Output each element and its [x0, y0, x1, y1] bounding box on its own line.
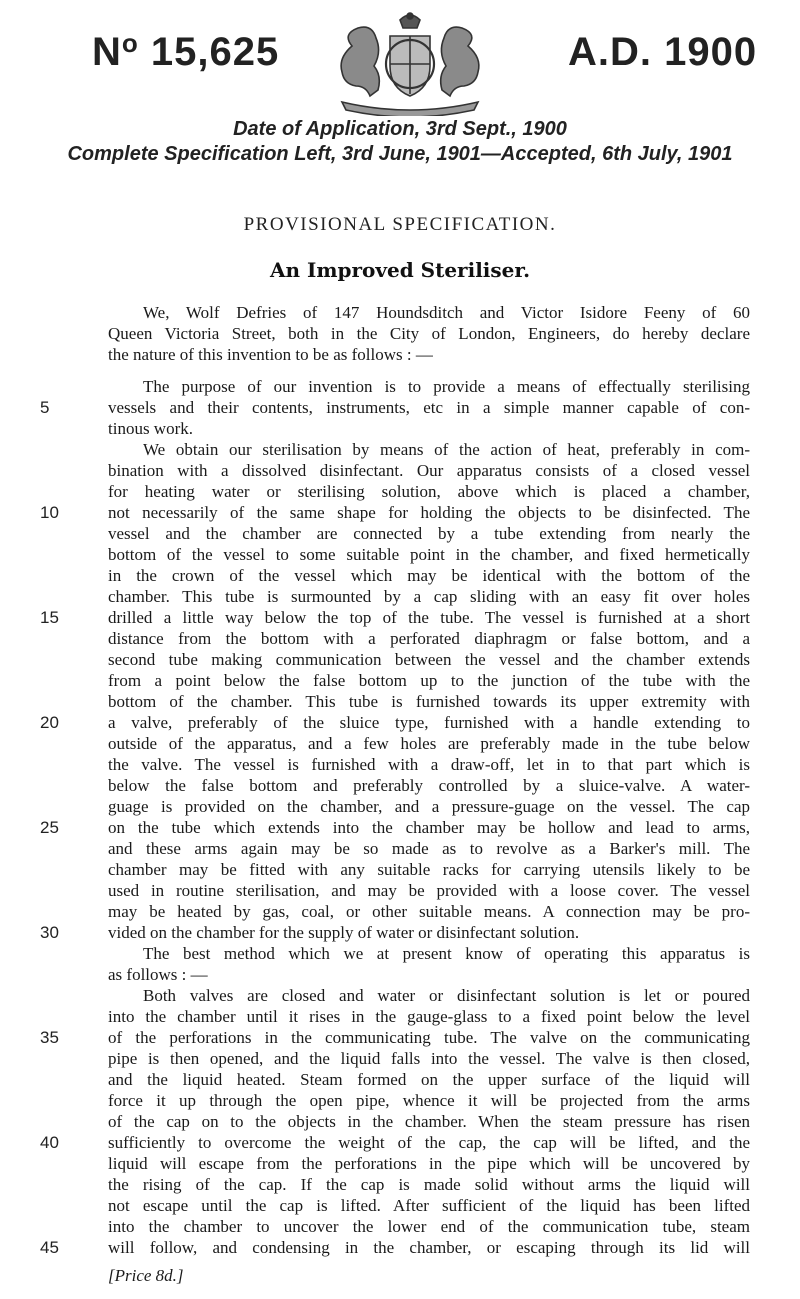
text-line: bottom of the vessel to some suitable point in the chamber, and fixed hermetically [108, 545, 750, 564]
text-line: We, Wolf Defries of 147 Houndsditch and Victor Isidore Feeny of 60 [143, 303, 750, 322]
line-number: 15 [40, 608, 59, 627]
text-line: force it up through the open pipe, whence it will be projected from the arms [108, 1091, 750, 1110]
price-note: [Price 8d.] [108, 1266, 184, 1285]
text-line: from a point below the false bottom up to the junction of the tube with the [108, 671, 750, 690]
text-line: on the tube which extends into the chamber may be hollow and lead to arms, [108, 818, 750, 837]
line-number: 25 [40, 818, 59, 837]
text-line: of the perforations in the communicating tube. The valve on the communicating [108, 1028, 750, 1047]
text-line: into the chamber until it rises in the gauge-glass to a fixed point below the level [108, 1007, 750, 1026]
text-line: and the liquid heated. Steam formed on the upper surface of the liquid will [108, 1070, 750, 1089]
line-number: 45 [40, 1238, 59, 1257]
complete-specification-date: Complete Specification Left, 3rd June, 1901—Accepted, 6th July, 1901 [67, 143, 733, 165]
text-line: Both valves are closed and water or disinfectant solution is let or poured [143, 986, 750, 1005]
text-line: outside of the apparatus, and a few holes are preferably made in the tube below [108, 734, 750, 753]
text-line: as follows : — [108, 965, 208, 984]
line-number: 5 [40, 398, 50, 417]
text-line: vessel and the chamber are connected by a tube extending from nearly the [108, 524, 750, 543]
text-line: used in routine sterilisation, and may be provided with a loose cover. The vessel [108, 881, 750, 900]
text-line: tinous work. [108, 419, 193, 438]
royal-coat-of-arms-icon [312, 6, 508, 116]
text-line: distance from the bottom with a perforated diaphragm or false bottom, and a [108, 629, 750, 648]
text-line: chamber. This tube is surmounted by a cap sliding with an easy fit over holes [108, 587, 750, 606]
text-line: bination with a dissolved disinfectant. Our apparatus consists of a closed vessel [108, 461, 750, 480]
patent-number [92, 30, 279, 75]
text-line: vessels and their contents, instruments, etc in a simple manner capable of con- [108, 398, 750, 417]
line-number: 35 [40, 1028, 59, 1047]
text-line: drilled a little way below the top of the tube. The vessel is furnished at a short [108, 608, 750, 627]
line-number: 30 [40, 923, 59, 942]
text-line: in the crown of the vessel which may be identical with the bottom of the [108, 566, 750, 585]
application-date: Date of Application, 3rd Sept., 1900 [233, 118, 567, 140]
text-line: sufficiently to overcome the weight of the cap, the cap will be lifted, and the [108, 1133, 750, 1152]
text-line: not escape until the cap is lifted. After sufficient of the liquid has been lifted [108, 1196, 750, 1215]
text-line: a valve, preferably of the sluice type, furnished with a handle extending to [108, 713, 750, 732]
text-line: The purpose of our invention is to provide a means of effectually sterilising [143, 377, 750, 396]
patent-number-value: 15,625 [138, 30, 280, 74]
patent-year: A.D. 1900 [568, 30, 758, 74]
line-number: 20 [40, 713, 59, 732]
text-line: and these arms again may be so made as to revolve as a Barker's mill. The [108, 839, 750, 858]
text-line: will follow, and condensing in the chamber, or escaping through its lid will [108, 1238, 750, 1257]
text-line: may be heated by gas, coal, or other suitable means. A connection may be pro- [108, 902, 750, 921]
text-line: for heating water or sterilising solution, above which is placed a chamber, [108, 482, 750, 501]
text-line: chamber may be fitted with any suitable racks for carrying utensils likely to be [108, 860, 750, 879]
patent-number-prefix: N [92, 30, 122, 74]
text-line: liquid will escape from the perforations in the pipe which will be uncovered by [108, 1154, 750, 1173]
patent-number-sup: o [121, 28, 139, 58]
text-line: the rising of the cap. If the cap is made solid without arms the liquid will [108, 1175, 750, 1194]
text-line: second tube making communication between the vessel and the chamber extends [108, 650, 750, 669]
text-line: bottom of the chamber. This tube is furnished towards its upper extremity with [108, 692, 750, 711]
text-line: below the false bottom and preferably controlled by a sluice-valve. A water- [108, 776, 750, 795]
text-line: pipe is then opened, and the liquid falls into the vessel. The valve is then closed, [108, 1049, 750, 1068]
text-line: Queen Victoria Street, both in the City of London, Engineers, do hereby declare [108, 324, 750, 343]
invention-title: An Improved Steriliser. [269, 258, 531, 282]
text-line: into the chamber to uncover the lower end of the communication tube, steam [108, 1217, 750, 1236]
text-line: the valve. The vessel is furnished with a draw-off, let in to that part which is [108, 755, 750, 774]
text-line: guage is provided on the chamber, and a pressure-guage on the vessel. The cap [108, 797, 750, 816]
text-line: not necessarily of the same shape for holding the objects to be disinfected. The [108, 503, 750, 522]
line-number: 10 [40, 503, 59, 522]
text-line: The best method which we at present know of operating this apparatus is [143, 944, 750, 963]
line-number: 40 [40, 1133, 59, 1152]
text-line: vided on the chamber for the supply of water or disinfectant solution. [108, 923, 580, 942]
provisional-specification-title: PROVISIONAL SPECIFICATION. [243, 214, 557, 235]
text-line: of the cap on to the objects in the chamber. When the steam pressure has risen [108, 1112, 750, 1131]
text-line: the nature of this invention to be as follows : — [108, 345, 433, 364]
text-line: We obtain our sterilisation by means of the action of heat, preferably in com- [143, 440, 750, 459]
